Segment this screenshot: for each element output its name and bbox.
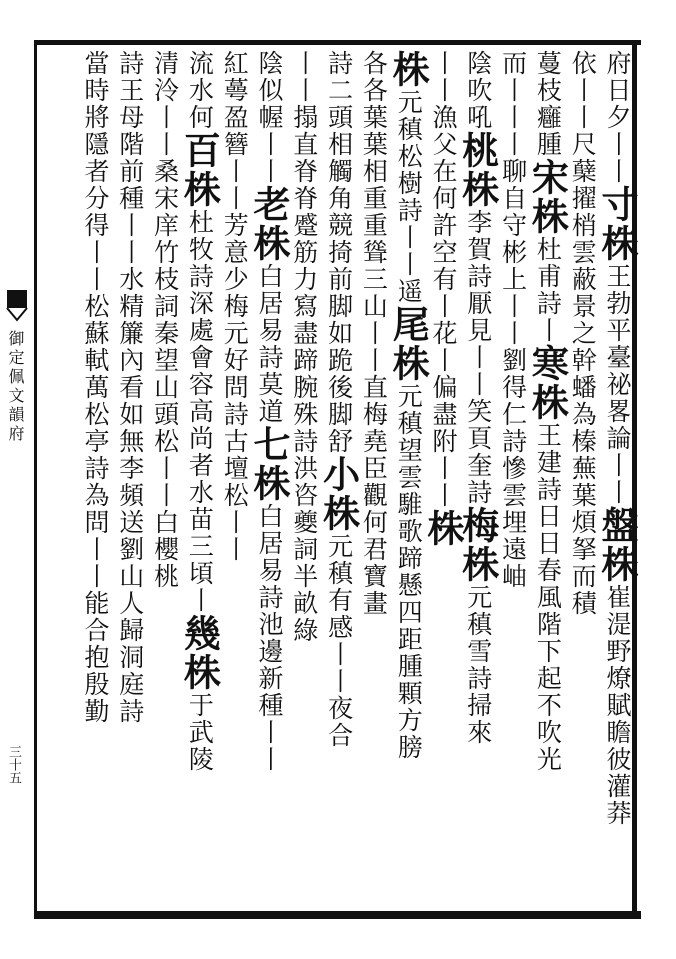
text-column — [421, 50, 465, 900]
text-column — [111, 50, 145, 900]
text-segment: 杜甫詩丨 — [533, 236, 563, 344]
headword: 尾株 — [386, 305, 431, 383]
text-segment: 元稹松樹詩丨丨遥 — [394, 89, 424, 305]
text-column — [247, 50, 291, 900]
text-segment: 府日夕丨丨 — [603, 50, 632, 185]
headword: 老株 — [247, 185, 291, 263]
text-segment: 丨丨漁父在何許空有丨花丨偏盡附丨丨 — [429, 50, 458, 509]
bottom-border — [36, 911, 641, 919]
text-column — [525, 50, 570, 900]
text-segment: 各各葉葉相重重聳三山丨丨直梅堯臣觀何君寶畫 — [359, 50, 389, 617]
text-segment: 白居易詩池邊新種丨丨 — [255, 503, 284, 773]
margin-strip — [0, 40, 36, 920]
text-column — [146, 50, 180, 900]
page-number: 三十五 — [6, 745, 21, 784]
text-segment: 王勃平臺祕畧論丨丨 — [603, 263, 632, 506]
text-segment: 當時將隱者分得丨丨松蘇軾萬松亭詩為問丨丨能合抱殷勤 — [81, 50, 110, 725]
text-segment: 陰似幄丨丨 — [255, 50, 284, 185]
text-segment: 元稹有感丨丨夜合 — [324, 533, 354, 749]
headword: 七株 — [247, 425, 291, 503]
headword: 桃株 — [455, 131, 500, 209]
text-segment: 王建詩日日春風階下起不吹光 — [533, 422, 563, 773]
text-segment: 崔湜野燎賦瞻彼灌莽 — [603, 584, 632, 827]
text-segment: 李賀詩厭見丨丨笑頁奎詩 — [463, 209, 493, 506]
fish-tail-mark — [5, 290, 29, 322]
text-segment: 流水何 — [185, 50, 215, 131]
headword: 寒株 — [525, 344, 570, 422]
text-segment: 元稹雪詩掃來 — [463, 584, 493, 746]
text-segment: 蔓枝癰腫 — [533, 50, 563, 158]
headword: 寸株 — [595, 185, 639, 263]
headword: 百株 — [177, 131, 222, 209]
text-segment: 丨丨搨直脊脊蹙筋力寫盡蹄腕殊詩洪咨夔詞半畝綠 — [289, 50, 319, 644]
text-column — [455, 50, 500, 900]
text-segment: 于武陵 — [185, 692, 215, 773]
headword: 株 — [386, 50, 431, 89]
text-column — [76, 50, 110, 900]
text-segment: 清泠丨丨桑宋庠竹枝詞秦望山頭松丨丨白櫻桃 — [150, 50, 180, 590]
text-segment: 詩王母階前種丨丨水精簾內看如無李頻送劉山人歸洞庭詩 — [115, 50, 145, 725]
text-column — [595, 50, 639, 900]
text-segment: 陰吹吼 — [463, 50, 493, 131]
text-segment: 而丨丨丨聊自守彬上丨丨劉得仁詩慘雲埋遠岫 — [498, 50, 528, 590]
book-title: 御定佩文韻府 — [6, 330, 25, 444]
text-column — [386, 50, 431, 900]
text-segment: 依丨丨尺蘖擢梢雲蔽景之幹 — [568, 50, 598, 374]
text-segment: 杜牧詩深處會容高尚者水苗三頃丨 — [185, 209, 215, 614]
text-segment: 白居易詩莫道 — [255, 263, 284, 425]
text-column — [316, 50, 361, 900]
headword: 小株 — [316, 455, 361, 533]
headword: 盤株 — [595, 506, 639, 584]
text-segment: 詩二頭相觸角競掎前脚如跪後脚舒 — [324, 50, 354, 455]
headword: 梅株 — [455, 506, 500, 584]
top-border — [36, 40, 641, 45]
headword: 宋株 — [525, 158, 570, 236]
headword: 幾株 — [177, 614, 222, 692]
text-segment: 蟠為榛蕪葉煩拏而積 — [568, 374, 598, 617]
text-segment: 紅蕚盈簪丨丨芳意少梅元好問詩古壇松丨丨 — [220, 50, 250, 563]
right-border — [632, 40, 637, 919]
headword: 株 — [421, 509, 465, 548]
text-segment: 元稹望雲騅歌蹄懸四距腫顆方膀 — [394, 383, 424, 761]
text-column — [177, 50, 222, 900]
